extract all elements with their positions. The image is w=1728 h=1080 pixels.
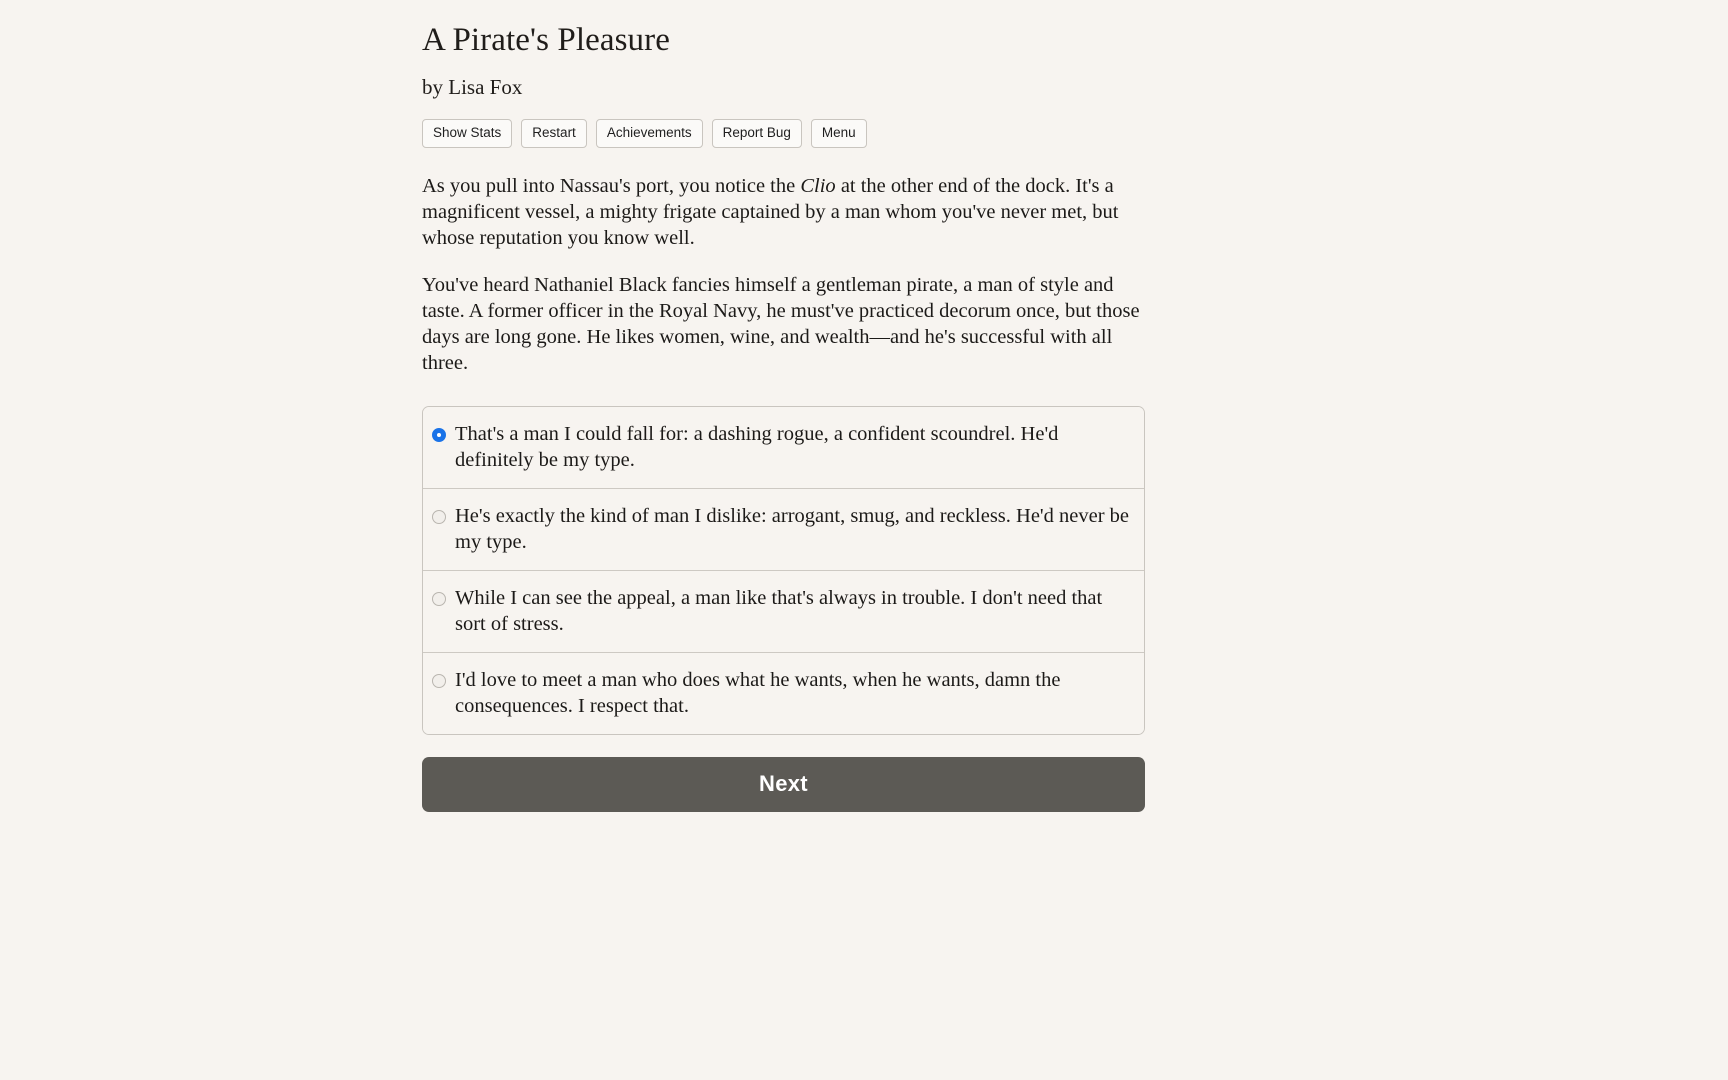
- show-stats-button[interactable]: Show Stats: [422, 119, 512, 148]
- next-button[interactable]: Next: [422, 757, 1145, 812]
- choice-option-1[interactable]: [423, 407, 1144, 488]
- choice-list: [422, 406, 1145, 735]
- choice-option-4-label: I'd love to meet a man who does what he wants, when he wants, damn the consequences. I respect that.: [455, 668, 1061, 717]
- radio-unselected-icon[interactable]: [432, 510, 446, 524]
- choice-option-4[interactable]: [423, 652, 1144, 734]
- report-bug-button[interactable]: Report Bug: [712, 119, 802, 148]
- story-column: [422, 0, 1145, 812]
- menu-button[interactable]: Menu: [811, 119, 867, 148]
- choice-option-2[interactable]: [423, 488, 1144, 570]
- story-paragraph-2: You've heard Nathaniel Black fancies himself a gentleman pirate, a man of style and taste. A former officer in the Royal Navy, he must've practiced decorum once, but those days are long gone. He likes women, wine, and wealth—and he's successful with all three.: [422, 273, 1140, 374]
- radio-selected-icon[interactable]: [432, 428, 446, 442]
- choice-option-3[interactable]: [423, 570, 1144, 652]
- story-paragraph-1-part-b: at the other end of the dock. It's a magnificent vessel, a mighty frigate captained by a man whom you've never met, but whose reputation you know well.: [422, 174, 1119, 249]
- story-paragraph-1-part-a: As you pull into Nassau's port, you notice the: [422, 174, 801, 197]
- restart-button[interactable]: Restart: [521, 119, 587, 148]
- ship-name-emphasis: Clio: [800, 174, 836, 197]
- page-title: A Pirate's Pleasure: [422, 22, 670, 58]
- game-toolbar: [422, 119, 1145, 148]
- radio-unselected-icon[interactable]: [432, 592, 446, 606]
- story-paragraph-1: [422, 173, 1145, 251]
- achievements-button[interactable]: Achievements: [596, 119, 703, 148]
- choice-option-3-label: While I can see the appeal, a man like that's always in trouble. I don't need that sort of stress.: [455, 586, 1103, 635]
- radio-unselected-icon[interactable]: [432, 674, 446, 688]
- author-byline: by Lisa Fox: [422, 75, 523, 99]
- choice-option-1-label: That's a man I could fall for: a dashing rogue, a confident scoundrel. He'd definitely be my type.: [455, 422, 1059, 471]
- choice-option-2-label: He's exactly the kind of man I dislike: arrogant, smug, and reckless. He'd never be my type.: [455, 504, 1129, 553]
